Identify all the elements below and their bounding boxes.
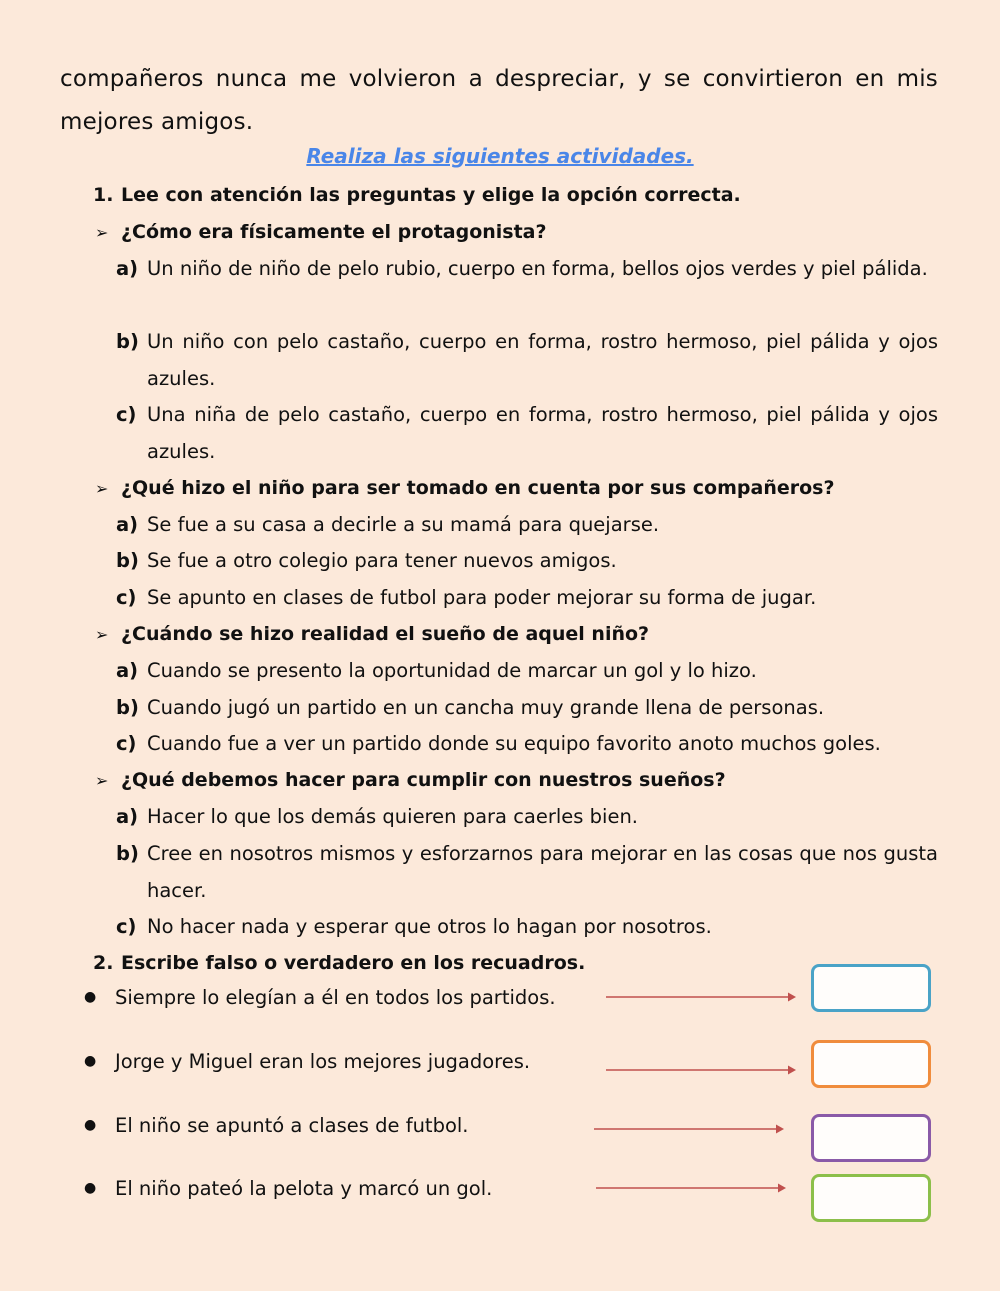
question-3 [95,623,649,645]
statement-text: Siempre lo elegían a él en todos los partidos. [115,986,556,1009]
option-letter: b) [116,549,139,572]
true-false-item-1 [84,986,556,1009]
question-2-option-b[interactable] [116,543,938,580]
arrow-bullet-icon: ➢ [95,479,109,498]
option-text: Cuando jugó un partido en un cancha muy grande llena de personas. [147,696,825,719]
question-3-option-a[interactable] [116,653,938,690]
option-letter: b) [116,330,139,353]
answer-box-1[interactable] [811,964,931,1012]
option-letter: c) [116,586,137,609]
story-closing-paragraph: compañeros nunca me volvieron a despreciar, y se convirtieron en mis mejores amigos. [60,66,938,135]
answer-box-3[interactable] [811,1114,931,1162]
option-text: Un niño con pelo castaño, cuerpo en forma, rostro hermoso, piel pálida y ojos azules. [147,330,938,390]
activity-2-number: 2. [93,952,114,974]
question-4-text: ¿Qué debemos hacer para cumplir con nuestros sueños? [121,769,726,791]
question-2-option-a[interactable] [116,507,938,544]
statement-text: El niño pateó la pelota y marcó un gol. [115,1177,493,1200]
option-text: Cree en nosotros mismos y esforzarnos para mejorar en las cosas que nos gusta hacer. [147,842,938,902]
option-text: Cuando se presento la oportunidad de marcar un gol y lo hizo. [147,659,757,682]
arrow-bullet-icon: ➢ [95,625,109,644]
option-letter: c) [116,403,137,426]
true-false-item-2 [84,1050,530,1073]
activity-1-heading [93,184,741,206]
question-4 [95,769,726,791]
answer-box-4[interactable] [811,1174,931,1222]
bullet-icon: ● [84,1180,97,1196]
activity-2-heading [93,952,585,974]
option-text: Se fue a otro colegio para tener nuevos amigos. [147,549,617,572]
statement-text: El niño se apuntó a clases de futbol. [115,1114,469,1137]
question-1 [95,221,547,243]
bullet-icon: ● [84,1117,97,1133]
activities-heading: Realiza las siguientes actividades. [306,144,694,168]
true-false-item-3 [84,1114,469,1137]
option-text: Hacer lo que los demás quieren para caerles bien. [147,805,639,828]
question-2 [95,477,835,499]
question-3-option-c[interactable] [116,726,938,763]
statement-text: Jorge y Miguel eran los mejores jugadores. [115,1050,531,1073]
arrow-bullet-icon: ➢ [95,771,109,790]
option-text: Se apunto en clases de futbol para poder mejorar su forma de jugar. [147,586,817,609]
arrow-right-icon [596,1182,786,1194]
option-letter: a) [116,513,139,536]
option-text: Se fue a su casa a decirle a su mamá para quejarse. [147,513,660,536]
true-false-item-4 [84,1177,492,1200]
option-letter: b) [116,696,139,719]
arrow-right-icon [606,1064,796,1076]
question-1-option-a[interactable] [116,251,938,288]
question-1-option-b[interactable] [116,324,938,397]
question-1-text: ¿Cómo era físicamente el protagonista? [121,221,547,243]
activity-1-number: 1. [93,184,114,206]
question-2-option-c[interactable] [116,580,938,617]
option-text: Cuando fue a ver un partido donde su equipo favorito anoto muchos goles. [147,732,881,755]
question-3-option-b[interactable] [116,690,938,727]
option-letter: c) [116,915,137,938]
option-letter: a) [116,659,139,682]
arrow-right-icon [594,1123,784,1135]
option-letter: a) [116,805,139,828]
option-text: No hacer nada y esperar que otros lo hagan por nosotros. [147,915,712,938]
question-2-text: ¿Qué hizo el niño para ser tomado en cuenta por sus compañeros? [121,477,835,499]
question-4-option-a[interactable] [116,799,938,836]
option-letter: c) [116,732,137,755]
question-3-text: ¿Cuándo se hizo realidad el sueño de aquel niño? [121,623,650,645]
option-letter: a) [116,257,139,280]
question-4-option-b[interactable] [116,836,938,909]
bullet-icon: ● [84,1053,97,1069]
option-text: Un niño de niño de pelo rubio, cuerpo en forma, bellos ojos verdes y piel pálida. [147,257,928,280]
option-letter: b) [116,842,139,865]
option-text: Una niña de pelo castaño, cuerpo en forma, rostro hermoso, piel pálida y ojos azules. [147,403,938,463]
bullet-icon: ● [84,989,97,1005]
answer-box-2[interactable] [811,1040,931,1088]
question-1-option-c[interactable] [116,397,938,470]
arrow-right-icon [606,991,796,1003]
question-4-option-c[interactable] [116,909,938,946]
activity-1-title: Lee con atención las preguntas y elige la opción correcta. [121,184,741,206]
arrow-bullet-icon: ➢ [95,223,109,242]
activity-2-title: Escribe falso o verdadero en los recuadros. [121,952,586,974]
